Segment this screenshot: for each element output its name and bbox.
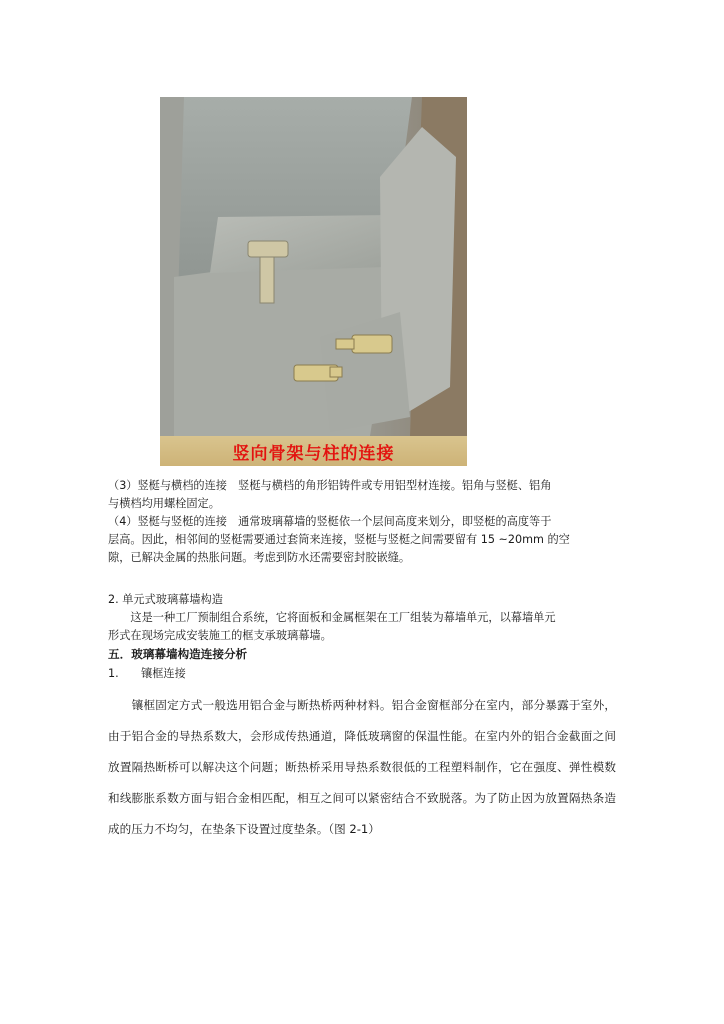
section5-paragraph: 镶框固定方式一般选用铝合金与断热桥两种材料。铝合金窗框部分在室内，部分暴露于室外，由于铝合金的导热系数大，会形成传热通道，降低玻璃窗的保温性能。在室内外的铝合金截面之间放置隔热断桥可以解决这个问题；断热桥采用导热系数很低的工程塑料制作，它在强度、弹性模数和线膨胀系数方面与铝合金相匹配，相互之间可以紧密结合不致脱落。为了防止因为放置隔热条造成的压力不均匀，在垫条下设置过度垫条。（图 2-1） — [108, 698, 616, 836]
connection-photo — [160, 97, 467, 466]
figure-caption: 竖向骨架与柱的连接 — [232, 444, 395, 464]
section2-title: 2. 单元式玻璃幕墙构造 — [108, 593, 223, 606]
item4-line3: 隙，已解决金属的热胀问题。考虑到防水还需要密封胶嵌缝。 — [108, 551, 411, 564]
section2-line2: 形式在现场完成安装施工的框支承玻璃幕墙。 — [108, 629, 332, 642]
photo-illustration — [160, 97, 467, 466]
item4-line1: （4）竖梃与竖梃的连接 通常玻璃幕墙的竖梃依一个层间高度来划分，即竖梃的高度等于 — [108, 515, 552, 528]
item3-line1: （3）竖梃与横档的连接 竖梃与横档的角形铝铸件或专用铝型材连接。铝角与竖梃、铝角 — [108, 479, 552, 492]
item4-line2: 层高。因此，相邻间的竖梃需要通过套筒来连接，竖梃与竖梃之间需要留有 15 ~20mm 的空 — [108, 533, 570, 546]
section5-sub1: 1. 镶框连接 — [108, 667, 186, 680]
section2-line1: 这是一种工厂预制组合系统，它将面板和金属框架在工厂组装为幕墙单元，以幕墙单元 — [108, 611, 556, 624]
item3-line2: 与横档均用螺栓固定。 — [108, 497, 220, 510]
section5-heading: 五．玻璃幕墙构造连接分析 — [108, 647, 248, 661]
